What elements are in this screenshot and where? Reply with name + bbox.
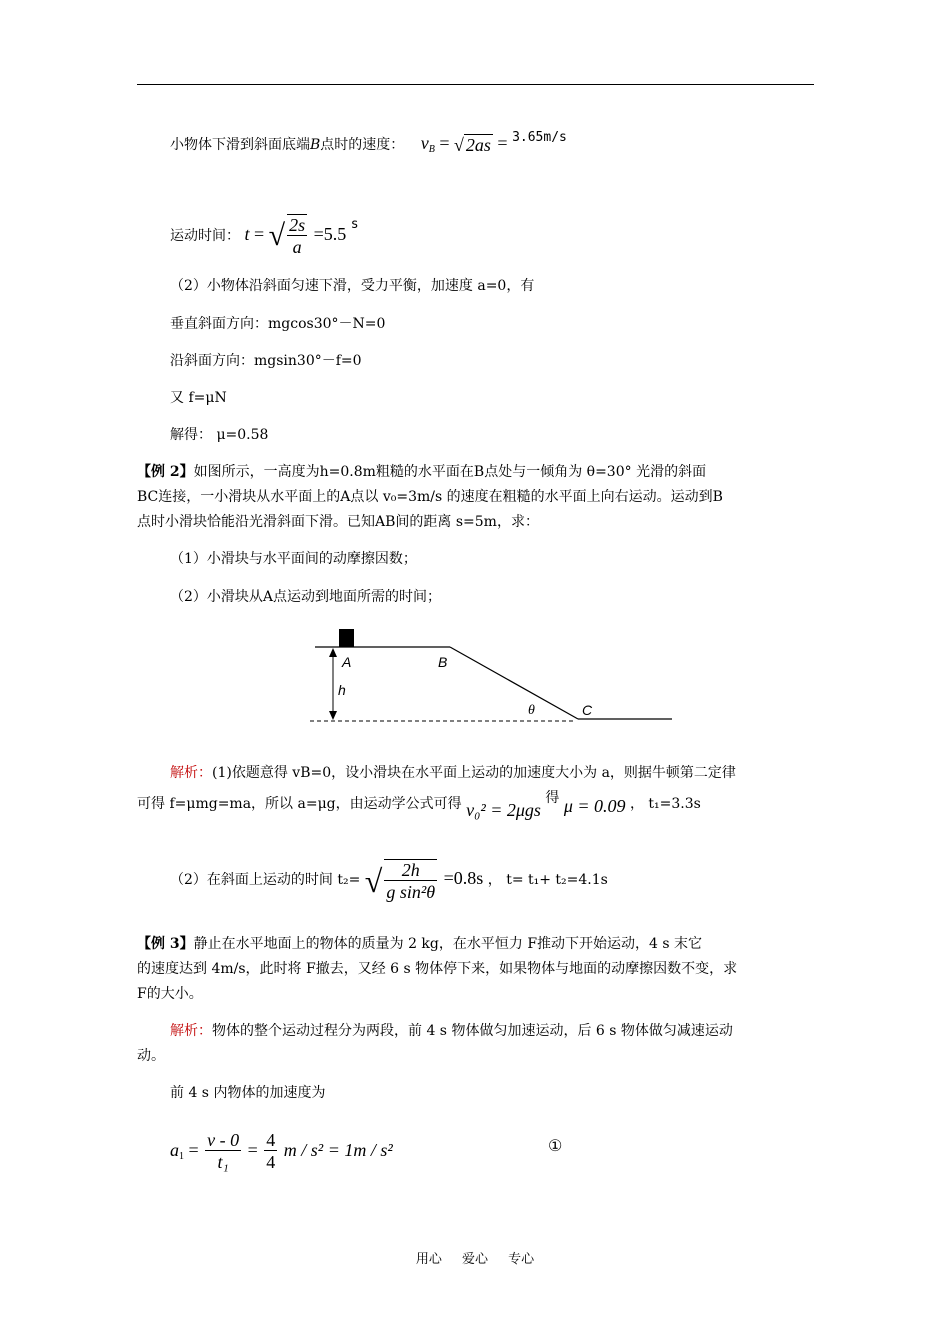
incline-diagram xyxy=(300,615,680,730)
velocity-value: 3.65m/s xyxy=(512,130,567,145)
sqrt: √ $\frac{2s}{a}$ xyxy=(268,214,306,257)
incline-bc xyxy=(450,647,578,719)
unit: s xyxy=(350,217,359,232)
example-3-line-2: 的速度达到 4m/s，此时将 F撤去，又经 6 s 物体停下来，如果物体与地面的动摩擦因数不变，求 xyxy=(137,961,738,977)
solution-label: 解析： xyxy=(170,1023,212,1039)
text: 运动时间： xyxy=(170,228,240,244)
header-rule xyxy=(137,84,814,85)
footer xyxy=(0,1248,950,1267)
sqrt: √ 2as xyxy=(454,135,491,156)
footer-text: 专心 xyxy=(508,1252,535,1267)
label-b: B xyxy=(438,654,448,670)
formula-mu: μ = 0.09 xyxy=(563,796,626,816)
time-line xyxy=(170,205,850,257)
solution-3-line-2: 动。 xyxy=(137,1048,165,1064)
example-2-line-1: 【例 2】如图所示，一高度为h=0.8m粗糙的水平面在B点处与一倾角为 θ=30° 光滑的斜面 xyxy=(137,464,707,480)
arrow-down-icon xyxy=(329,711,337,720)
footer-text: 用心 xyxy=(415,1252,442,1267)
text-line: 沿斜面方向：mgsin30°－f=0 xyxy=(170,353,362,369)
text: 小物体下滑到斜面底端 xyxy=(170,137,310,153)
footer-text: 爱心 xyxy=(461,1252,488,1267)
block xyxy=(339,629,354,647)
label-h: h xyxy=(338,682,346,698)
solution-label: 解析： xyxy=(170,765,212,781)
label-a: A xyxy=(342,654,352,670)
text-line: 解得： μ=0.58 xyxy=(170,427,269,443)
question-2: （2）小滑块从A点运动到地面所需的时间； xyxy=(170,589,442,605)
example-2-line-3: 点时小滑块恰能沿光滑斜面下滑。已知AB间的距离 s=5m，求： xyxy=(137,514,539,530)
arrow-up-icon xyxy=(329,648,337,657)
equation-number: ① xyxy=(548,1136,563,1155)
text-line: 又 f=μN xyxy=(170,390,227,406)
text-line: 垂直斜面方向：mgcos30°－N=0 xyxy=(170,316,386,332)
solution-2-line: （2）在斜面上运动的时间 t₂= √ $\frac{2h}{\text{g sin²θ}}$ =0.8s ， t= t₁+ t₂=4.1s xyxy=(170,859,608,902)
formula-t2: √ $\frac{2h}{\text{g sin²θ}}$ =0.8s xyxy=(364,859,484,902)
label-theta: θ xyxy=(528,703,535,718)
point-label: B xyxy=(310,137,321,153)
text: 点时的速度： xyxy=(320,137,405,153)
formula-v0: v₀² = 2μgs xyxy=(466,800,541,820)
solution-line-1: 解析：(1)依题意得 vB=0，设小滑块在水平面上运动的加速度大小为 a，则据牛顿第二定律 xyxy=(170,765,736,781)
velocity-line xyxy=(170,128,850,160)
solution-3-line-3: 前 4 s 内物体的加速度为 xyxy=(170,1085,326,1101)
formula-vb: $v_B$ = √ 2as = xyxy=(420,133,508,156)
label-c: C xyxy=(582,702,593,718)
question-1: （1）小滑块与水平面间的动摩擦因数； xyxy=(170,551,417,567)
solution-3-line-1: 解析：物体的整个运动过程分为两段，前 4 s 物体做匀加速运动，后 6 s 物体做匀减速运动 xyxy=(170,1023,733,1039)
formula-t: t = √ $\frac{2s}{a}$ =5.5 xyxy=(244,214,347,257)
example-3-line-1: 【例 3】静止在水平地面上的物体的质量为 2 kg，在水平恒力 F推动下开始运动，4 s 末它 xyxy=(137,936,703,952)
solution-line-2: 可得 f=μmg=ma，所以 a=μg，由运动学公式可得 v₀² = 2μgs 得 μ = 0.09 ， t₁=3.3s xyxy=(137,790,701,820)
example-label: 【例 3】 xyxy=(137,936,194,952)
text-line: （2）小物体沿斜面匀速下滑，受力平衡，加速度 a=0，有 xyxy=(170,278,535,294)
example-3-line-3: F的大小。 xyxy=(137,986,203,1002)
example-2-line-2: BC连接，一小滑块从水平面上的A点以 v₀=3m/s 的速度在粗糙的水平面上向右运动。运动到B xyxy=(137,489,723,505)
example-label: 【例 2】 xyxy=(137,464,194,480)
acceleration-equation: $a_1$ = $\frac{v - 0}{\text{t₁}}$ = $\frac{4}{4}$ m / s² = 1m / s² ① xyxy=(170,1128,730,1178)
